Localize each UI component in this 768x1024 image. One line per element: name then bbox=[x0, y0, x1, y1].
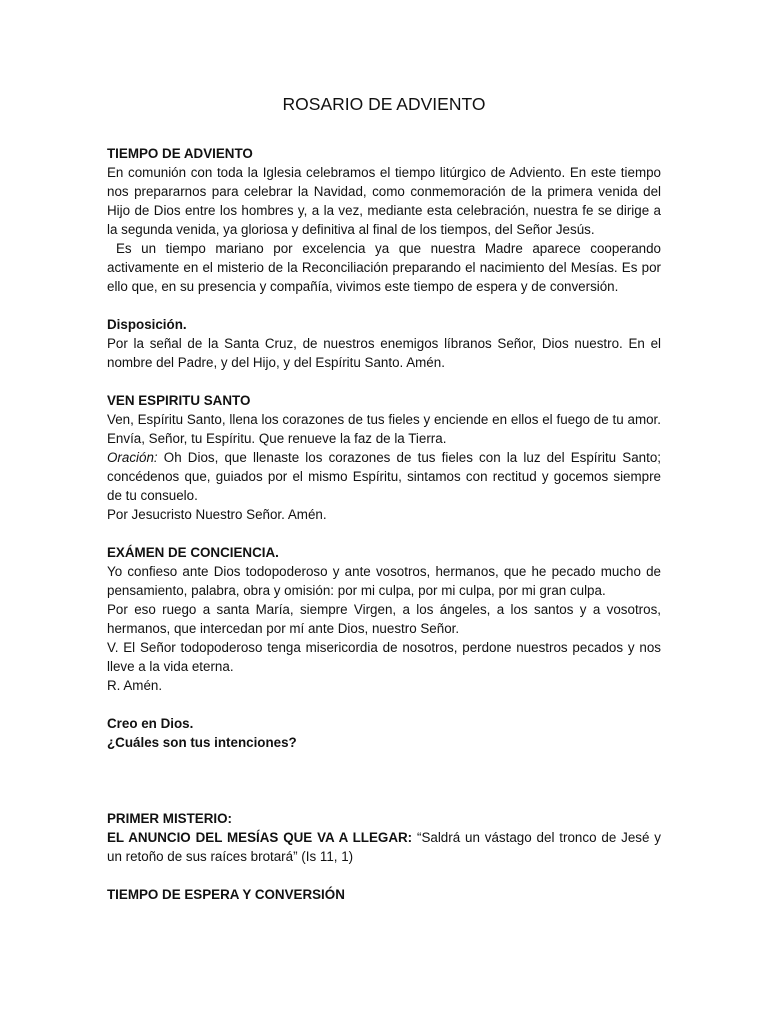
paragraph-tiempo-1: En comunión con toda la Iglesia celebramos el tiempo litúrgico de Adviento. En este tiempo nos prepararnos para celebrar la Navidad, como conmemoración de la primera venida del Hijo de Dios entre los hombres y, a la vez, mediante esta celebración, nuestra fe se dirige a la segunda venida, ya gloriosa y definitiva al final de los tiempos, del Señor Jesús. bbox=[107, 165, 661, 237]
section-primer-misterio bbox=[107, 809, 661, 866]
section-tiempo-de-adviento bbox=[107, 144, 661, 296]
section-heading-espera: TIEMPO DE ESPERA Y CONVERSIÓN bbox=[107, 887, 345, 902]
oracion-label: Oración: bbox=[107, 450, 158, 465]
paragraph-misterio bbox=[107, 828, 661, 866]
section-heading-examen: EXÁMEN DE CONCIENCIA. bbox=[107, 545, 279, 560]
section-credo bbox=[107, 714, 661, 752]
page-title: ROSARIO DE ADVIENTO bbox=[282, 94, 486, 114]
credo-line-1: Creo en Dios. bbox=[107, 716, 194, 731]
paragraph-examen-4: R. Amén. bbox=[107, 678, 163, 693]
section-heading-tiempo: TIEMPO DE ADVIENTO bbox=[107, 146, 253, 161]
document-body bbox=[107, 93, 661, 923]
paragraph-examen-3: V. El Señor todopoderoso tenga misericordia de nosotros, perdone nuestros pecados y nos lleve a la vida eterna. bbox=[107, 640, 661, 674]
oracion-text: Oh Dios, que llenaste los corazones de tus fieles con la luz del Espíritu Santo; concédenos que, guiados por el mismo Espíritu, sintamos con rectitud y gocemos siempre de tu consuelo. bbox=[107, 450, 661, 503]
section-disposicion bbox=[107, 315, 661, 372]
section-ven-espiritu-santo bbox=[107, 391, 661, 524]
misterio-quote: “Saldrá un vástago del tronco de Jesé y un retoño de sus raíces brotará” (Is 11, 1) bbox=[107, 830, 661, 864]
paragraph-tiempo-2: Es un tiempo mariano por excelencia ya que nuestra Madre aparece cooperando activamente en el misterio de la Reconciliación preparando el nacimiento del Mesías. Es por ello que, en su presencia y compañía, vivimos este tiempo de espera y de conversión. bbox=[107, 241, 661, 294]
spacer bbox=[107, 771, 661, 809]
paragraph-oracion bbox=[107, 448, 661, 505]
section-heading-ven: VEN ESPIRITU SANTO bbox=[107, 393, 251, 408]
paragraph-examen-1: Yo confieso ante Dios todopoderoso y ante vosotros, hermanos, que he pecado mucho de pensamiento, palabra, obra y omisión: por mi culpa, por mi culpa, por mi gran culpa. bbox=[107, 564, 661, 598]
section-heading-misterio: PRIMER MISTERIO: bbox=[107, 811, 232, 826]
misterio-label: EL ANUNCIO DEL MESÍAS QUE VA A LLEGAR: bbox=[107, 830, 413, 845]
paragraph-ven-closing: Por Jesucristo Nuestro Señor. Amén. bbox=[107, 507, 327, 522]
paragraph-disposicion: Por la señal de la Santa Cruz, de nuestros enemigos líbranos Señor, Dios nuestro. En el nombre del Padre, y del Hijo, y del Espíritu Santo. Amén. bbox=[107, 336, 661, 370]
section-heading-disposicion: Disposición. bbox=[107, 317, 187, 332]
paragraph-examen-2: Por eso ruego a santa María, siempre Virgen, a los ángeles, a los santos y a vosotros, hermanos, que intercedan por mí ante Dios, nuestro Señor. bbox=[107, 602, 661, 636]
section-examen bbox=[107, 543, 661, 695]
section-tiempo-espera bbox=[107, 885, 661, 904]
credo-line-2: ¿Cuáles son tus intenciones? bbox=[107, 735, 297, 750]
paragraph-ven: Ven, Espíritu Santo, llena los corazones de tus fieles y enciende en ellos el fuego de tu amor. Envía, Señor, tu Espíritu. Que renueve la faz de la Tierra. bbox=[107, 412, 661, 446]
